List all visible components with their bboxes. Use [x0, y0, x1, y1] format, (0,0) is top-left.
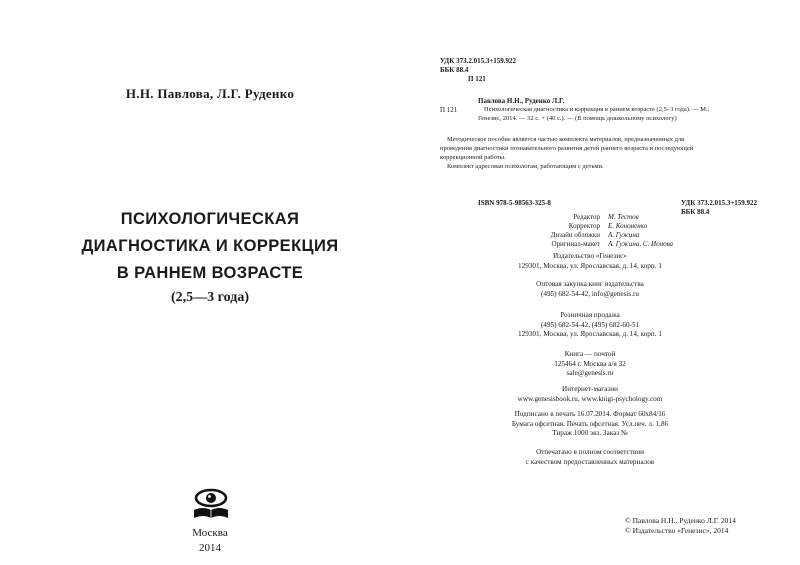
credit-row	[528, 213, 673, 222]
mail-block	[505, 350, 675, 379]
udk-code-bottom: УДК 373.2.015.3+159.922	[681, 199, 758, 207]
mail-email: sale@genesis.ru	[566, 369, 614, 377]
eye-book-publisher-logo-icon	[191, 488, 231, 522]
publisher-block	[505, 252, 675, 271]
bbk-code-bottom: ББК 88.4	[681, 208, 710, 216]
bbk-code-top: ББК 88.4	[440, 66, 469, 74]
publication-year: 2014	[199, 542, 221, 554]
shop-urls: www.genesisbook.ru, www.knigi-psychology.com	[517, 394, 663, 403]
credit-row	[528, 240, 673, 249]
title-line-2: ДИАГНОСТИКА И КОРРЕКЦИЯ	[81, 237, 339, 255]
mail-title: Книга — почтой	[564, 350, 616, 358]
printed-note-block	[505, 448, 675, 467]
copyright-block	[625, 516, 736, 536]
credit-role: Редактор	[573, 213, 600, 221]
abstract-line-3: коррекционной работы.	[440, 154, 506, 161]
book-title	[0, 206, 420, 287]
credit-name: А. Гужина, С. Ионова	[608, 240, 674, 248]
index-code-side: П 121	[440, 106, 458, 114]
book-subtitle: (2,5—3 года)	[170, 290, 249, 305]
isbn: ISBN 978-5-98563-325-8	[478, 199, 551, 207]
credit-row	[528, 231, 673, 240]
credit-name: М. Тестов	[608, 213, 639, 221]
retail-address: 129301, Москва, ул. Ярославская, д. 14, корп. 1	[518, 330, 662, 338]
index-code: П 121	[468, 75, 486, 83]
credit-name: А. Гужина	[608, 231, 640, 239]
publisher-name: Издательство «Генезис»	[553, 252, 627, 260]
credit-row	[528, 222, 673, 231]
copyright-authors: © Павлова Н.Н., Руденко Л.Г. 2014	[625, 516, 736, 525]
retail-block	[505, 311, 675, 340]
wholesale-title: Оптовая закупка книг издательства	[536, 280, 644, 288]
abstract-line-1: Методическое пособие является частью комплекта материалов, предназначенных для	[447, 136, 685, 143]
credits-list	[528, 213, 673, 249]
biblio-authors: Павлова Н.Н., Руденко Л.Г.	[478, 97, 565, 105]
shop-block	[505, 385, 675, 404]
copyright-publisher: © Издательство «Генезис», 2014	[625, 526, 729, 535]
credit-name: Е. Кононенко	[608, 222, 648, 230]
abstract-line-4: Комплект адресован психологам, работающим с детьми.	[447, 163, 604, 170]
udk-code-top: УДК 373.2.015.3+159.922	[440, 57, 517, 65]
shop-title: Интернет-магазин	[562, 385, 618, 393]
title-line-3: В РАННЕМ ВОЗРАСТЕ	[116, 264, 304, 282]
print-line-1: Подписано в печать 16.07.2014. Формат 60x84/16	[514, 410, 666, 418]
printed-line-2: с качеством предоставленных материалов	[525, 457, 655, 466]
title-line-1: ПСИХОЛОГИЧЕСКАЯ	[120, 210, 300, 228]
credit-role: Корректор	[568, 222, 600, 230]
publication-city: Москва	[192, 527, 228, 539]
abstract-line-2: проведения диагностики познавательного развития детей раннего возраста и последующей	[440, 145, 694, 152]
print-details-block	[505, 410, 675, 439]
wholesale-block	[505, 280, 675, 299]
print-line-3: Тираж 1000 экз. Заказ №	[552, 429, 628, 437]
mail-address: 125464 г. Москва а/я 32	[554, 359, 626, 368]
biblio-title: Психологическая диагностика и коррекция в раннем возрасте (2,5–3 года). — М.:	[484, 106, 710, 113]
publisher-address: 129301, Москва, ул. Ярославская, д. 14, корп. 1	[518, 261, 662, 270]
retail-phones: (495) 682-54-42, (495) 682-60-51	[540, 320, 640, 329]
wholesale-contact: (495) 682-54-42, info@genesis.ru	[540, 289, 640, 298]
retail-title: Розничная продажа	[560, 311, 620, 319]
credit-role: Дизайн обложки	[550, 231, 600, 239]
credit-role: Оригинал-макет	[551, 240, 600, 248]
printed-line-1: Отпечатано в полном соответствии	[536, 448, 644, 456]
biblio-publisher: Генезис, 2014. — 32 с. + (40 с.). — (В помощь дошкольному психологу)	[478, 115, 677, 122]
book-authors: Н.Н. Павлова, Л.Г. Руденко	[125, 86, 295, 101]
print-line-2: Бумага офсетная. Печать офсетная. Усл.печ. л. 1,86	[511, 419, 669, 428]
